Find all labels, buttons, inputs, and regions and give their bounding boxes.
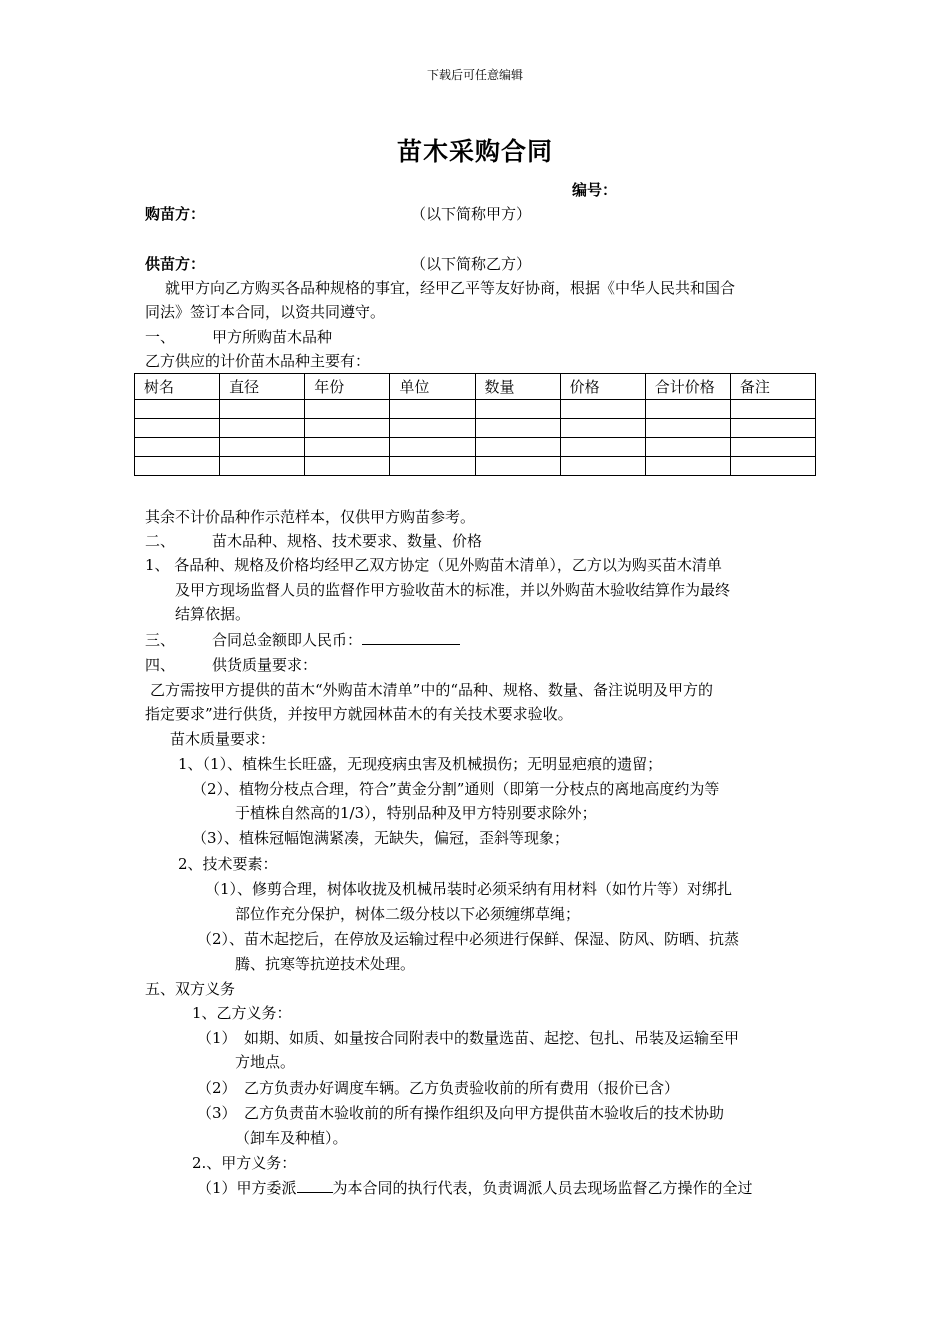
table-cell xyxy=(560,457,645,476)
table-cell xyxy=(645,438,730,457)
table-cell xyxy=(220,400,305,419)
table-cell xyxy=(730,400,815,419)
buyer-note: （以下简称甲方） xyxy=(411,205,532,223)
table-cell xyxy=(560,438,645,457)
page-header: 下载后可任意编辑 xyxy=(426,68,523,82)
table-cell xyxy=(305,400,390,419)
table-cell xyxy=(390,419,475,438)
table-cell xyxy=(390,400,475,419)
section-1-number: 一、 xyxy=(145,328,176,346)
party-a-duty-1 xyxy=(197,1176,753,1200)
party-a-duties-title: 2.、甲方义务： xyxy=(192,1154,297,1172)
table-cell xyxy=(730,438,815,457)
table-cell xyxy=(560,400,645,419)
table-cell xyxy=(135,419,220,438)
intro-line-2: 同法》签订本合同，以资共同遵守。 xyxy=(145,303,386,321)
tech-item-2-line-1: （2）、苗木起挖后，在停放及运输过程中必须进行保鲜、保湿、防风、防晒、抗蒸 xyxy=(197,930,740,948)
column-header-diameter: 直径 xyxy=(220,374,305,400)
table-cell xyxy=(135,438,220,457)
table-cell xyxy=(645,400,730,419)
tech-item-1-line-1: （1）、修剪合理，树体收拢及机械吊装时必须采纳有用材料（如竹片等）对绑扎 xyxy=(205,880,733,898)
tech-title: 2、技术要素： xyxy=(178,855,278,873)
section-3-line xyxy=(212,628,460,652)
table-row xyxy=(135,400,816,419)
table-body xyxy=(135,400,816,476)
party-b-duty-3-line-1: （3） 乙方负责苗木验收前的所有操作组织及向甲方提供苗木验收后的技术协助 xyxy=(197,1104,725,1122)
table-row xyxy=(135,419,816,438)
representative-blank-line xyxy=(297,1178,333,1193)
seedling-table xyxy=(134,373,816,476)
table-cell xyxy=(730,457,815,476)
table-cell xyxy=(305,457,390,476)
quality-item-2-line-1: （2）、植物分枝点合理，符合”黄金分割”通则（即第一分枝点的离地高度约为等 xyxy=(192,780,720,798)
section-3-title: 合同总金额即人民币： xyxy=(212,631,363,649)
serial-label: 编号： xyxy=(572,181,618,199)
table-cell xyxy=(475,457,560,476)
table-cell xyxy=(560,419,645,438)
column-header-tree-name: 树名 xyxy=(135,374,220,400)
s2-item-1-line-3: 结算依据。 xyxy=(175,605,251,623)
table-row xyxy=(135,457,816,476)
party-a-duty-1-pre: （1）甲方委派 xyxy=(197,1179,297,1197)
quality-title: 苗木质量要求： xyxy=(170,730,276,748)
table-cell xyxy=(135,457,220,476)
table-cell xyxy=(135,400,220,419)
table-row xyxy=(135,438,816,457)
table-cell xyxy=(390,457,475,476)
table-cell xyxy=(475,419,560,438)
party-b-duty-1-line-2: 方地点。 xyxy=(235,1053,296,1071)
intro-line-1: 就甲方向乙方购买各品种规格的事宜，经甲乙平等友好协商，根据《中华人民共和国合 xyxy=(165,279,736,297)
buyer-label: 购苗方： xyxy=(145,205,206,223)
contract-title: 苗木采购合同 xyxy=(396,137,553,166)
table-intro: 乙方供应的计价苗木品种主要有： xyxy=(145,352,371,370)
section-3-number: 三、 xyxy=(145,631,176,649)
s4-intro-line-2: 指定要求”进行供货，并按甲方就园林苗木的有关技术要求验收。 xyxy=(145,705,573,723)
section-4-title: 供货质量要求： xyxy=(212,656,318,674)
table-cell xyxy=(475,400,560,419)
table-cell xyxy=(305,438,390,457)
quality-item-2-line-2: 于植株自然高的1/3），特别品种及甲方特别要求除外； xyxy=(235,804,597,822)
column-header-unit: 单位 xyxy=(390,374,475,400)
table-header-row xyxy=(135,374,816,400)
party-b-duty-3-line-2: （卸车及种植）。 xyxy=(235,1129,348,1147)
section-2-title: 苗木品种、规格、技术要求、数量、价格 xyxy=(212,532,483,550)
quality-item-3: （3）、植株冠幅饱满紧凑，无缺失，偏冠，歪斜等现象； xyxy=(192,829,570,847)
table-cell xyxy=(220,438,305,457)
column-header-age: 年份 xyxy=(305,374,390,400)
s4-intro-line-1: 乙方需按甲方提供的苗木“外购苗木清单”中的“品种、规格、数量、备注说明及甲方的 xyxy=(150,681,714,699)
table-cell xyxy=(645,419,730,438)
s2-item-1-line-1: 1、 各品种、规格及价格均经甲乙双方协定（见外购苗木清单），乙方以为购买苗木清单 xyxy=(145,556,722,574)
party-b-duty-2: （2） 乙方负责办好调度车辆。乙方负责验收前的所有费用（报价已含） xyxy=(197,1079,680,1097)
s2-item-1-line-2: 及甲方现场监督人员的监督作甲方验收苗木的标准，并以外购苗木验收结算作为最终 xyxy=(175,581,731,599)
column-header-remarks: 备注 xyxy=(730,374,815,400)
supplier-label: 供苗方： xyxy=(145,255,206,273)
table-cell xyxy=(730,419,815,438)
table-cell xyxy=(305,419,390,438)
column-header-price: 价格 xyxy=(560,374,645,400)
party-b-duties-title: 1、乙方义务： xyxy=(192,1004,292,1022)
table-cell xyxy=(390,438,475,457)
after-table-note: 其余不计价品种作示范样本，仅供甲方购苗参考。 xyxy=(145,508,476,526)
column-header-total-price: 合计价格 xyxy=(645,374,730,400)
table-cell xyxy=(475,438,560,457)
party-a-duty-1-post: 为本合同的执行代表，负责调派人员去现场监督乙方操作的全过 xyxy=(332,1179,753,1197)
section-4-number: 四、 xyxy=(145,656,176,674)
column-header-quantity: 数量 xyxy=(475,374,560,400)
tech-item-2-line-2: 腾、抗寒等抗逆技术处理。 xyxy=(235,955,416,973)
party-b-duty-1-line-1: （1） 如期、如质、如量按合同附表中的数量选苗、起挖、包扎、吊装及运输至甲 xyxy=(197,1029,740,1047)
supplier-note: （以下简称乙方） xyxy=(411,255,532,273)
section-1-title: 甲方所购苗木品种 xyxy=(212,328,333,346)
amount-blank-line xyxy=(362,630,460,645)
table-cell xyxy=(220,419,305,438)
tech-item-1-line-2: 部位作充分保护，树体二级分枝以下必须缠绑草绳； xyxy=(235,905,581,923)
section-5-title: 五、双方义务 xyxy=(145,980,236,998)
table-cell xyxy=(645,457,730,476)
quality-item-1: 1、（1）、植株生长旺盛，无现疫病虫害及机械损伤；无明显疤痕的遗留； xyxy=(178,755,663,773)
section-2-number: 二、 xyxy=(145,532,176,550)
table-cell xyxy=(220,457,305,476)
